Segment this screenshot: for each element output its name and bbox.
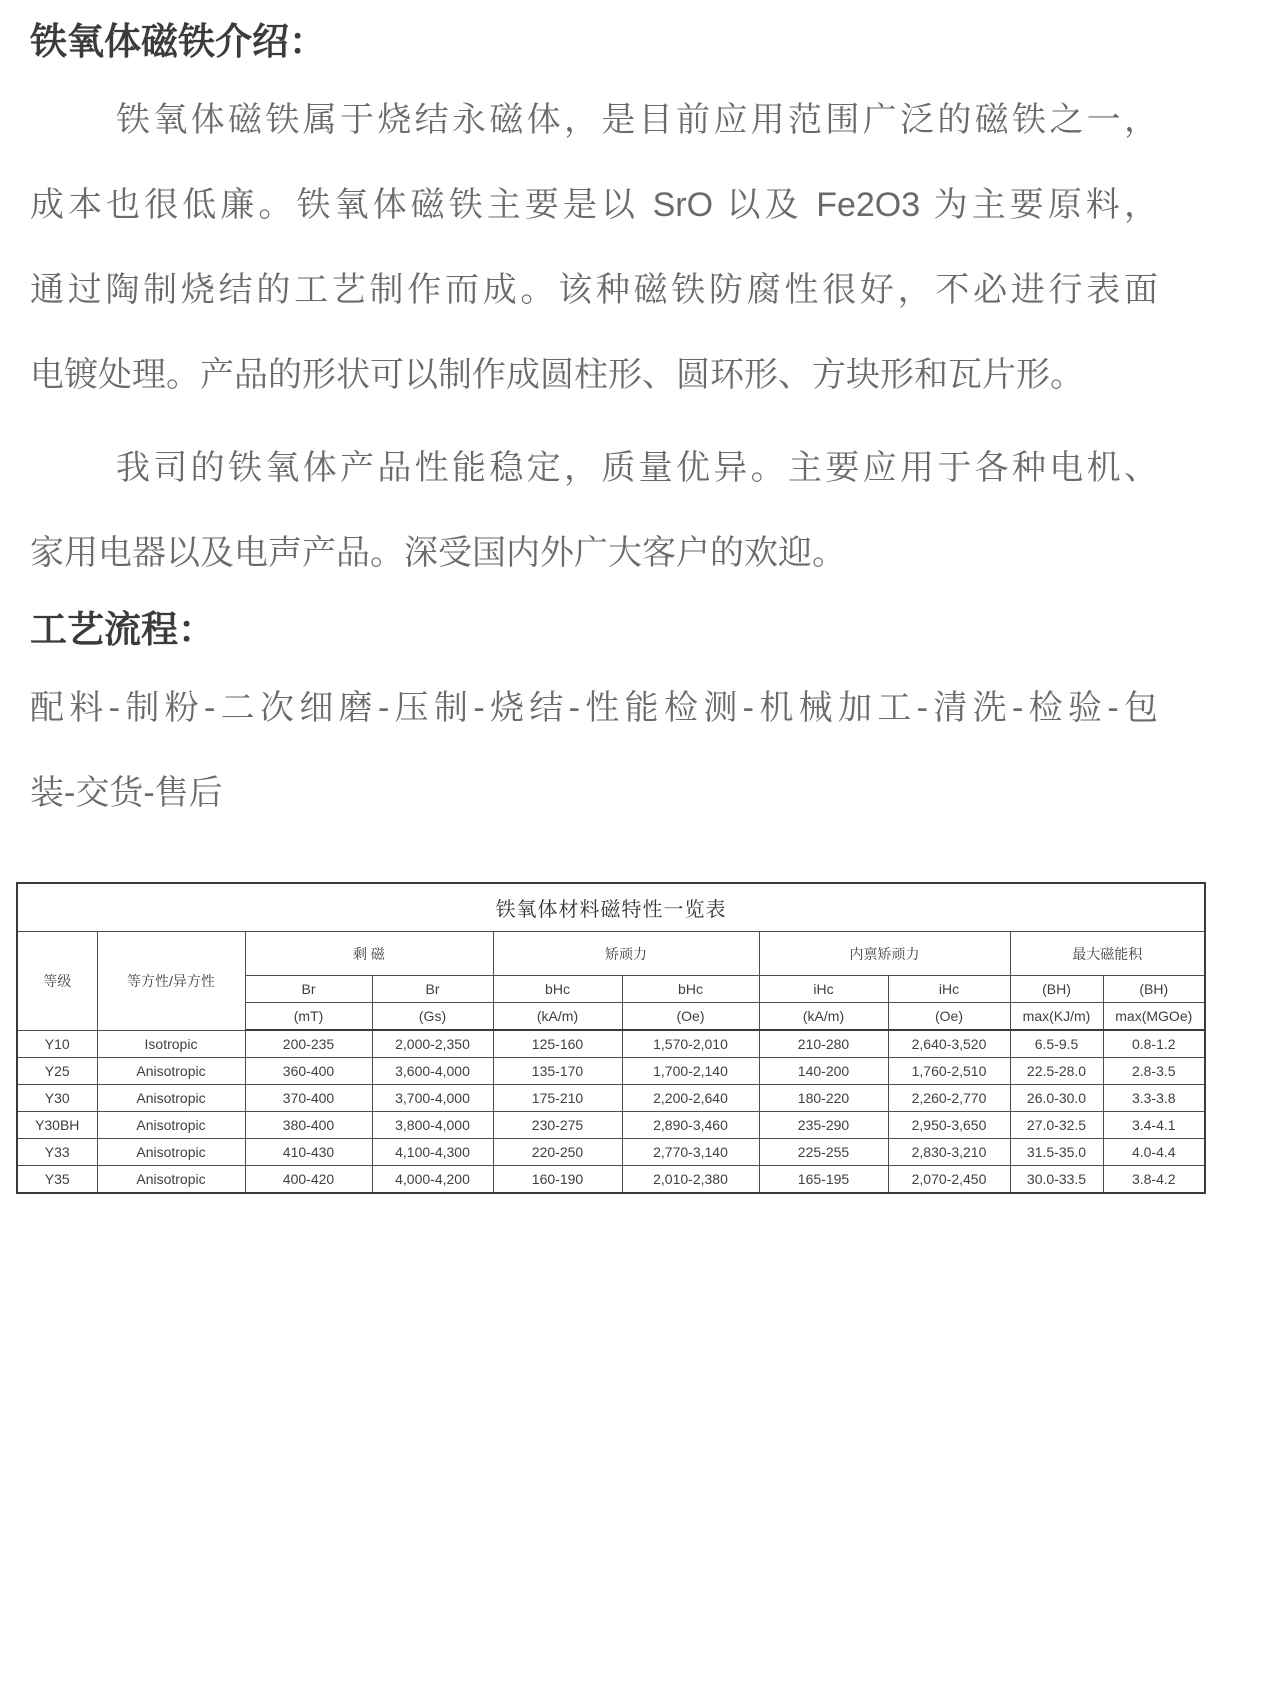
table-cell: 1,760-2,510 (888, 1058, 1010, 1085)
table-row (17, 1058, 1205, 1085)
table-cell: 2,890-3,460 (622, 1112, 759, 1139)
paragraph-line: 通过陶制烧结的工艺制作而成。该种磁铁防腐性很好，不必进行表面 (30, 271, 1158, 309)
table-cell: 1,570-2,010 (622, 1030, 759, 1058)
unit-cell: (kA/m) (493, 1003, 622, 1031)
table-cell: 360-400 (245, 1058, 372, 1085)
table-group-row (17, 932, 1205, 976)
table-cell: 1,700-2,140 (622, 1058, 759, 1085)
table-row (17, 1085, 1205, 1112)
table-cell: 2,010-2,380 (622, 1166, 759, 1194)
intro-paragraph-1 (30, 78, 1158, 418)
subheader-cell: iHc (888, 976, 1010, 1003)
paragraph-line: 成本也很低廉。铁氧体磁铁主要是以 SrO 以及 Fe2O3 为主要原料， (30, 186, 1158, 224)
table-row (17, 1166, 1205, 1194)
subheader-cell: iHc (759, 976, 888, 1003)
process-paragraph (30, 666, 1158, 836)
table-cell: 2,000-2,350 (372, 1030, 493, 1058)
table-cell: 370-400 (245, 1085, 372, 1112)
process-heading: 工艺流程： (30, 609, 215, 650)
table-cell: 380-400 (245, 1112, 372, 1139)
subheader-cell: (BH) (1103, 976, 1205, 1003)
table-cell: 6.5-9.5 (1010, 1030, 1103, 1058)
paragraph-line: 我司的铁氧体产品性能稳定，质量优异。主要应用于各种电机、 (116, 449, 1158, 487)
intro-paragraph-2 (30, 426, 1158, 596)
subheader-cell: bHc (493, 976, 622, 1003)
table-cell: Y35 (17, 1166, 97, 1194)
paragraph-line: 装-交货-售后 (30, 774, 223, 812)
table-cell: Y25 (17, 1058, 97, 1085)
table-cell: 220-250 (493, 1139, 622, 1166)
unit-cell: max(MGOe) (1103, 1003, 1205, 1031)
unit-cell: (Gs) (372, 1003, 493, 1031)
table-cell: 180-220 (759, 1085, 888, 1112)
table-cell: 3.8-4.2 (1103, 1166, 1205, 1194)
paragraph-line: 配料-制粉-二次细磨-压制-烧结-性能检测-机械加工-清洗-检验-包 (30, 689, 1158, 727)
table-cell: 22.5-28.0 (1010, 1058, 1103, 1085)
table-row (17, 1112, 1205, 1139)
properties-table (16, 882, 1206, 1194)
table-cell: 27.0-32.5 (1010, 1112, 1103, 1139)
table-cell: Anisotropic (97, 1085, 245, 1112)
table-cell: 160-190 (493, 1166, 622, 1194)
table-cell: 125-160 (493, 1030, 622, 1058)
table-title: 铁氧体材料磁特性一览表 (17, 883, 1205, 932)
table-cell: 165-195 (759, 1166, 888, 1194)
table-cell: 2,640-3,520 (888, 1030, 1010, 1058)
table-cell: 140-200 (759, 1058, 888, 1085)
intro-heading: 铁氧体磁铁介绍： (30, 21, 326, 62)
unit-cell: (mT) (245, 1003, 372, 1031)
table-cell: 3,800-4,000 (372, 1112, 493, 1139)
table-cell: 135-170 (493, 1058, 622, 1085)
paragraph-line: 家用电器以及电声产品。深受国内外广大客户的欢迎。 (30, 534, 846, 572)
table-header (17, 883, 1205, 1030)
table-cell: 200-235 (245, 1030, 372, 1058)
table-cell: 31.5-35.0 (1010, 1139, 1103, 1166)
process-section (30, 596, 1158, 836)
table-cell: Y33 (17, 1139, 97, 1166)
table-cell: 230-275 (493, 1112, 622, 1139)
table-cell: 3,700-4,000 (372, 1085, 493, 1112)
table-cell: Y10 (17, 1030, 97, 1058)
table-cell: 210-280 (759, 1030, 888, 1058)
table-cell: 4,100-4,300 (372, 1139, 493, 1166)
header-group-max-energy-product: 最大磁能积 (1010, 932, 1205, 976)
table-cell: Anisotropic (97, 1139, 245, 1166)
table-cell: 2,070-2,450 (888, 1166, 1010, 1194)
table-cell: 2,950-3,650 (888, 1112, 1010, 1139)
header-group-intrinsic-coercivity: 内禀矫顽力 (759, 932, 1010, 976)
table-cell: 400-420 (245, 1166, 372, 1194)
subheader-cell: bHc (622, 976, 759, 1003)
table-cell: 3.4-4.1 (1103, 1112, 1205, 1139)
table-cell: 26.0-30.0 (1010, 1085, 1103, 1112)
table-cell: Y30BH (17, 1112, 97, 1139)
intro-section (30, 0, 1158, 596)
table-cell: Anisotropic (97, 1112, 245, 1139)
table-cell: 4,000-4,200 (372, 1166, 493, 1194)
table-cell: 3,600-4,000 (372, 1058, 493, 1085)
paragraph-line: 电镀处理。产品的形状可以制作成圆柱形、圆环形、方块形和瓦片形。 (30, 356, 1084, 394)
table-cell: 2,200-2,640 (622, 1085, 759, 1112)
table-cell: 410-430 (245, 1139, 372, 1166)
table-title-row (17, 883, 1205, 932)
header-grade: 等级 (17, 932, 97, 1031)
header-group-coercivity: 矫顽力 (493, 932, 759, 976)
subheader-cell: Br (372, 976, 493, 1003)
table-cell: 2,830-3,210 (888, 1139, 1010, 1166)
unit-cell: (kA/m) (759, 1003, 888, 1031)
table-cell: Y30 (17, 1085, 97, 1112)
unit-cell: (Oe) (888, 1003, 1010, 1031)
table-row (17, 1139, 1205, 1166)
table-cell: 0.8-1.2 (1103, 1030, 1205, 1058)
header-group-remanence: 剩 磁 (245, 932, 493, 976)
table-cell: Anisotropic (97, 1166, 245, 1194)
table-cell: 2,260-2,770 (888, 1085, 1010, 1112)
table-cell: Anisotropic (97, 1058, 245, 1085)
table-cell: 225-255 (759, 1139, 888, 1166)
table-cell: 30.0-33.5 (1010, 1166, 1103, 1194)
table-cell: 3.3-3.8 (1103, 1085, 1205, 1112)
table-cell: Isotropic (97, 1030, 245, 1058)
header-isotropy: 等方性/异方性 (97, 932, 245, 1031)
table-cell: 4.0-4.4 (1103, 1139, 1205, 1166)
unit-cell: (Oe) (622, 1003, 759, 1031)
unit-cell: max(KJ/m) (1010, 1003, 1103, 1031)
subheader-cell: Br (245, 976, 372, 1003)
table-cell: 2,770-3,140 (622, 1139, 759, 1166)
subheader-cell: (BH) (1010, 976, 1103, 1003)
table-body (17, 1030, 1205, 1193)
table-row (17, 1030, 1205, 1058)
paragraph-line: 铁氧体磁铁属于烧结永磁体，是目前应用范围广泛的磁铁之一， (116, 101, 1158, 139)
table-cell: 235-290 (759, 1112, 888, 1139)
table-cell: 2.8-3.5 (1103, 1058, 1205, 1085)
table-cell: 175-210 (493, 1085, 622, 1112)
